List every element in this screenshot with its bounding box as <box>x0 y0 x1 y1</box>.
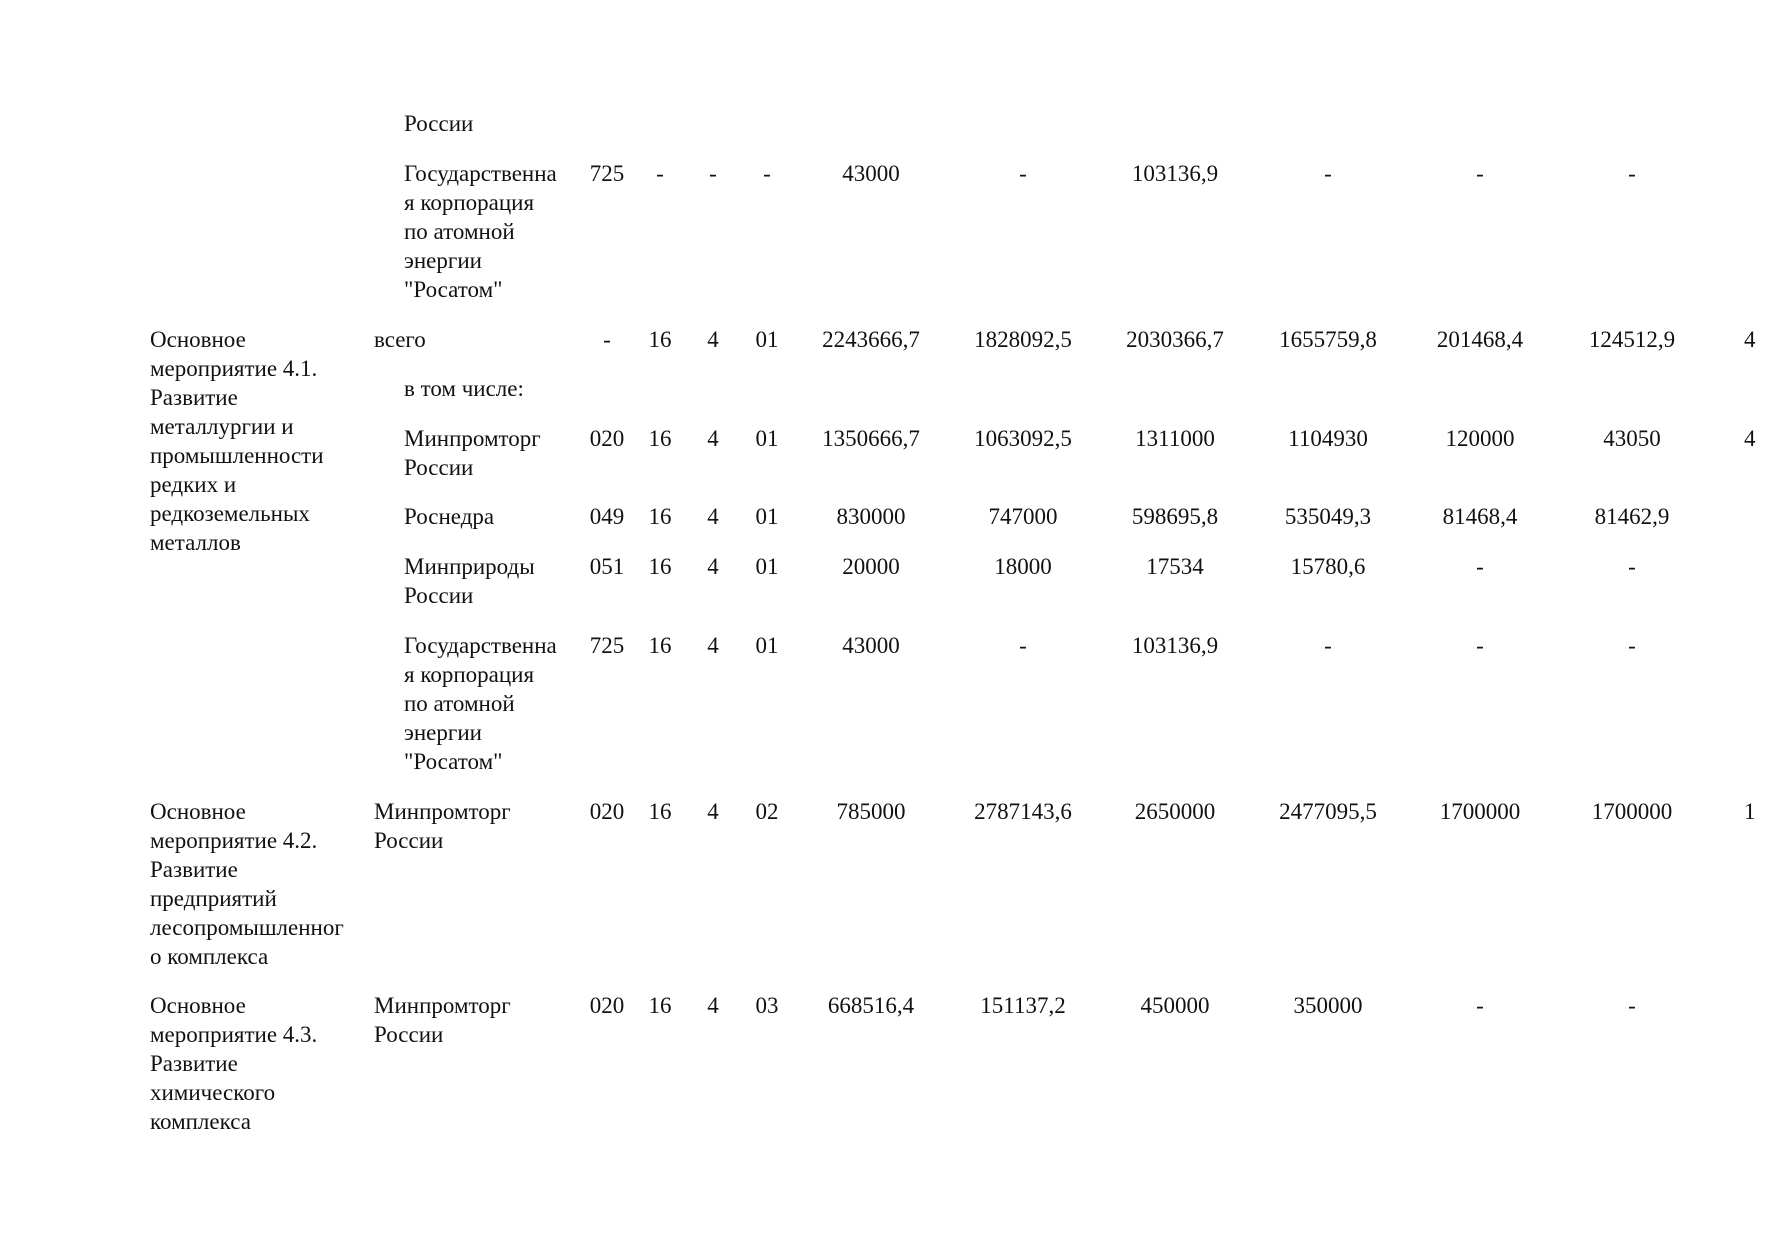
value-cell: - <box>1476 161 1484 186</box>
value-cell: 1700000 <box>1439 799 1521 824</box>
subprogram-cell: 4 <box>707 993 719 1018</box>
value-cell: 43000 <box>842 161 900 186</box>
value-cell: 43000 <box>842 633 900 658</box>
subprogram-cell: 4 <box>707 799 719 824</box>
value-cell: 103136,9 <box>1131 633 1219 658</box>
value-cell: 1828092,5 <box>974 327 1072 352</box>
code-cell: 020 <box>589 799 625 824</box>
sub-executor-cell: Минпромторг России <box>404 426 541 480</box>
code-cell: - <box>603 327 611 352</box>
value-cell: 668516,4 <box>827 993 915 1018</box>
value-cell: 785000 <box>836 799 906 824</box>
responsible-cell: всего <box>374 327 426 352</box>
measure-cell: Основное мероприятие 4.3. Развитие химического комплекса <box>150 993 318 1134</box>
subprogram-cell: 4 <box>707 504 719 529</box>
sub-executor-cell: Государственна я корпорация по атомной энергии "Росатом" <box>404 161 557 302</box>
sub-executor-cell: Государственна я корпорация по атомной энергии "Росатом" <box>404 633 557 774</box>
value-cell: 81468,4 <box>1442 504 1518 529</box>
value-cell: 20000 <box>842 554 900 579</box>
value-cell: - <box>1628 554 1636 579</box>
program-cell: 16 <box>648 554 672 579</box>
measure-code-cell: - <box>763 161 771 186</box>
measure-cell: Основное мероприятие 4.1. Развитие металлургии и промышленности редких и редкоземельных металлов <box>150 327 324 555</box>
value-cell: - <box>1476 633 1484 658</box>
subprogram-cell: - <box>709 161 717 186</box>
value-cell: 201468,4 <box>1436 327 1524 352</box>
code-cell: 020 <box>589 993 625 1018</box>
value-cell: 830000 <box>836 504 906 529</box>
subprogram-cell: 4 <box>707 327 719 352</box>
value-cell-cut: 1 <box>1744 799 1756 824</box>
value-cell: 1063092,5 <box>974 426 1072 451</box>
program-cell: 16 <box>648 993 672 1018</box>
program-cell: 16 <box>648 426 672 451</box>
code-cell: 725 <box>589 633 625 658</box>
sub-executor-cell: Минприроды России <box>404 554 535 608</box>
value-cell-cut: 4 <box>1744 327 1756 352</box>
value-cell: 2650000 <box>1134 799 1216 824</box>
value-cell: 2030366,7 <box>1126 327 1224 352</box>
program-cell: 16 <box>648 633 672 658</box>
value-cell: - <box>1628 633 1636 658</box>
measure-code-cell: 01 <box>755 426 779 451</box>
value-cell: 450000 <box>1140 993 1210 1018</box>
value-cell: 1104930 <box>1288 426 1368 451</box>
sub-executor-cell: Роснедра <box>404 504 495 529</box>
value-cell: 350000 <box>1293 993 1363 1018</box>
value-cell: 151137,2 <box>980 993 1066 1018</box>
value-cell: 124512,9 <box>1588 327 1676 352</box>
value-cell: - <box>1476 554 1484 579</box>
value-cell: 103136,9 <box>1131 161 1219 186</box>
subprogram-cell: 4 <box>707 633 719 658</box>
value-cell: 1350666,7 <box>822 426 920 451</box>
value-cell: - <box>1019 161 1027 186</box>
measure-cell: Основное мероприятие 4.2. Развитие предприятий лесопромышленног о комплекса <box>150 799 344 969</box>
measure-code-cell: 02 <box>755 799 779 824</box>
value-cell: 1311000 <box>1135 426 1215 451</box>
value-cell: 81462,9 <box>1594 504 1670 529</box>
value-cell-cut: 4 <box>1744 426 1756 451</box>
value-cell: - <box>1324 633 1332 658</box>
measure-code-cell: 01 <box>755 633 779 658</box>
value-cell: 1700000 <box>1591 799 1673 824</box>
value-cell: - <box>1628 161 1636 186</box>
value-cell: 18000 <box>994 554 1052 579</box>
value-cell: 17534 <box>1146 554 1204 579</box>
measure-code-cell: 01 <box>755 554 779 579</box>
value-cell: - <box>1476 993 1484 1018</box>
value-cell: 15780,6 <box>1290 554 1366 579</box>
program-cell: - <box>656 161 664 186</box>
program-cell: 16 <box>648 799 672 824</box>
code-cell: 049 <box>589 504 625 529</box>
value-cell: 535049,3 <box>1284 504 1372 529</box>
subprogram-cell: 4 <box>707 426 719 451</box>
responsible-cell: Минпромторг России <box>374 799 511 853</box>
value-cell: 2243666,7 <box>822 327 920 352</box>
value-cell: - <box>1628 993 1636 1018</box>
value-cell: 598695,8 <box>1131 504 1219 529</box>
measure-code-cell: 01 <box>755 327 779 352</box>
code-cell: 725 <box>589 161 625 186</box>
subprogram-cell: 4 <box>707 554 719 579</box>
measure-code-cell: 01 <box>755 504 779 529</box>
value-cell: 2477095,5 <box>1279 799 1377 824</box>
code-cell: 020 <box>589 426 625 451</box>
responsible-cell: Минпромторг России <box>374 993 511 1047</box>
code-cell: 051 <box>589 554 625 579</box>
program-cell: 16 <box>648 327 672 352</box>
measure-code-cell: 03 <box>755 993 779 1018</box>
value-cell: 43050 <box>1603 426 1661 451</box>
value-cell: - <box>1019 633 1027 658</box>
sub-executor-cell: в том числе: <box>404 376 524 401</box>
sub-executor-cell: России <box>404 111 474 136</box>
program-cell: 16 <box>648 504 672 529</box>
value-cell: 1655759,8 <box>1279 327 1377 352</box>
value-cell: 120000 <box>1445 426 1515 451</box>
value-cell: 747000 <box>988 504 1058 529</box>
value-cell: 2787143,6 <box>974 799 1072 824</box>
value-cell: - <box>1324 161 1332 186</box>
